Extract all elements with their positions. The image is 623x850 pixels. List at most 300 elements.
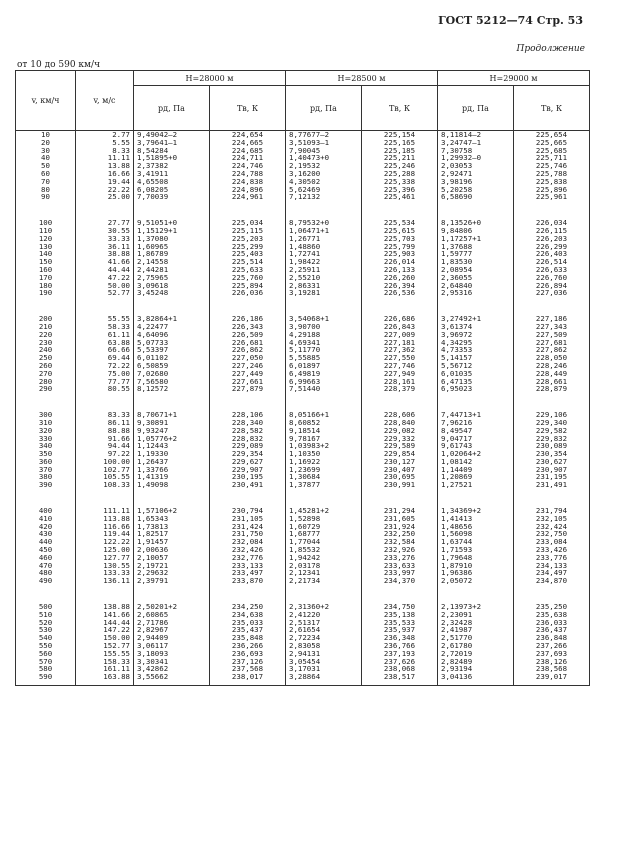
cell-speed-ms: 155.55: [76, 650, 134, 658]
cell-temperature: 228,661: [514, 378, 590, 386]
cell-pressure: 1,19330: [134, 450, 210, 458]
cell-temperature: 226,862: [210, 346, 286, 354]
cell-temperature: 229,582: [514, 427, 590, 435]
cell-speed-kmh: 540: [16, 634, 76, 642]
cell-temperature: 230,907: [514, 466, 590, 474]
cell-pressure: 9,18514: [286, 427, 362, 435]
cell-pressure: 1,51895+0: [134, 154, 210, 162]
cell-temperature: 228,050: [514, 354, 590, 362]
cell-temperature: 238,126: [514, 658, 590, 666]
cell-pressure: 3,54068+1: [286, 297, 362, 323]
cell-pressure: 1,37688: [438, 243, 514, 251]
cell-temperature: 226,394: [362, 282, 438, 290]
sub-temperature: Tв, К: [514, 86, 590, 131]
cell-pressure: 2,44281: [134, 266, 210, 274]
cell-pressure: 1,02064+2: [438, 450, 514, 458]
cell-temperature: 233,426: [514, 546, 590, 554]
cell-pressure: 6,50859: [134, 362, 210, 370]
cell-speed-kmh: 330: [16, 435, 76, 443]
cell-pressure: 7,30758: [438, 147, 514, 155]
cell-speed-ms: 36.11: [76, 243, 134, 251]
cell-speed-ms: 100.00: [76, 458, 134, 466]
cell-temperature: 227,746: [362, 362, 438, 370]
cell-speed-ms: 66.66: [76, 346, 134, 354]
cell-pressure: 6,47135: [438, 378, 514, 386]
cell-temperature: 225,788: [514, 170, 590, 178]
cell-temperature: 228,606: [362, 393, 438, 419]
cell-temperature: 226,760: [514, 274, 590, 282]
cell-pressure: 1,17257+1: [438, 235, 514, 243]
cell-temperature: 237,126: [210, 658, 286, 666]
cell-speed-ms: 47.22: [76, 274, 134, 282]
cell-speed-kmh: 520: [16, 619, 76, 627]
cell-speed-ms: 150.00: [76, 634, 134, 642]
cell-pressure: 3,09618: [134, 282, 210, 290]
cell-temperature: 229,354: [210, 450, 286, 458]
cell-temperature: 224,961: [210, 193, 286, 201]
cell-temperature: 233,870: [210, 577, 286, 585]
cell-temperature: 237,193: [362, 650, 438, 658]
cell-temperature: 224,685: [210, 147, 286, 155]
cell-pressure: 1,72741: [286, 250, 362, 258]
cell-pressure: 8,11814—2: [438, 131, 514, 139]
cell-pressure: 5,11770: [286, 346, 362, 354]
cell-pressure: 9,51051+0: [134, 201, 210, 227]
cell-temperature: 229,907: [210, 466, 286, 474]
cell-temperature: 232,426: [210, 546, 286, 554]
cell-temperature: 224,665: [210, 139, 286, 147]
cell-temperature: 237,626: [362, 658, 438, 666]
cell-speed-kmh: 60: [16, 170, 76, 178]
cell-pressure: 4,73353: [438, 346, 514, 354]
cell-speed-kmh: 260: [16, 362, 76, 370]
table-row: [16, 481, 590, 489]
cell-pressure: 2,75965: [134, 274, 210, 282]
cell-pressure: 1,73813: [134, 523, 210, 531]
cell-speed-kmh: 570: [16, 658, 76, 666]
cell-pressure: 9,61743: [438, 442, 514, 450]
cell-pressure: 2,94409: [134, 634, 210, 642]
cell-speed-ms: 52.77: [76, 289, 134, 297]
cell-speed-kmh: 360: [16, 458, 76, 466]
cell-temperature: 238,017: [210, 673, 286, 685]
cell-speed-ms: 141.66: [76, 611, 134, 619]
cell-pressure: 2,19532: [286, 162, 362, 170]
cell-temperature: 229,589: [362, 442, 438, 450]
cell-temperature: 224,838: [210, 178, 286, 186]
cell-temperature: 230,627: [514, 458, 590, 466]
table-row: [16, 585, 590, 611]
table-row: [16, 673, 590, 685]
cell-speed-kmh: 270: [16, 370, 76, 378]
cell-speed-ms: 22.22: [76, 186, 134, 194]
table-row: [16, 289, 590, 297]
cell-speed-ms: 2.77: [76, 131, 134, 139]
cell-pressure: 1,87910: [438, 562, 514, 570]
cell-pressure: 1,86789: [134, 250, 210, 258]
cell-temperature: 233,997: [362, 569, 438, 577]
cell-speed-kmh: 370: [16, 466, 76, 474]
cell-temperature: 232,926: [362, 546, 438, 554]
cell-pressure: 2,61780: [438, 642, 514, 650]
cell-speed-ms: 122.22: [76, 538, 134, 546]
page-header: ГОСТ 5212—74 Стр. 53: [438, 14, 583, 27]
cell-pressure: 5,56712: [438, 362, 514, 370]
cell-temperature: 225,633: [210, 266, 286, 274]
cell-speed-kmh: 240: [16, 346, 76, 354]
cell-pressure: 8,12572: [134, 385, 210, 393]
cell-pressure: 1,37080: [134, 235, 210, 243]
cell-speed-ms: 119.44: [76, 530, 134, 538]
cell-temperature: 225,299: [210, 243, 286, 251]
cell-speed-ms: 102.77: [76, 466, 134, 474]
cell-pressure: 2,41987: [438, 626, 514, 634]
cell-pressure: 2,13973+2: [438, 585, 514, 611]
cell-speed-kmh: 120: [16, 235, 76, 243]
cell-temperature: 226,686: [362, 297, 438, 323]
cell-temperature: 233,633: [362, 562, 438, 570]
cell-speed-ms: 61.11: [76, 331, 134, 339]
cell-pressure: 1,34369+2: [438, 489, 514, 515]
cell-pressure: 1,57106+2: [134, 489, 210, 515]
cell-speed-kmh: 150: [16, 258, 76, 266]
cell-temperature: 227,661: [210, 378, 286, 386]
cell-pressure: 3,24747—1: [438, 139, 514, 147]
cell-pressure: 1,96386: [438, 569, 514, 577]
cell-pressure: 6,08205: [134, 186, 210, 194]
cell-pressure: 1,48656: [438, 523, 514, 531]
cell-pressure: 2,25911: [286, 266, 362, 274]
cell-pressure: 3,51093—1: [286, 139, 362, 147]
cell-speed-kmh: 480: [16, 569, 76, 577]
table-row: [16, 193, 590, 201]
cell-pressure: 1,08142: [438, 458, 514, 466]
cell-pressure: 1,79648: [438, 554, 514, 562]
cell-pressure: 6,01102: [134, 354, 210, 362]
cell-pressure: 2,21734: [286, 577, 362, 585]
cell-pressure: 2,37382: [134, 162, 210, 170]
cell-temperature: 227,362: [362, 346, 438, 354]
cell-temperature: 235,848: [210, 634, 286, 642]
cell-pressure: 2,32428: [438, 619, 514, 627]
cell-pressure: 2,61654: [286, 626, 362, 634]
cell-speed-ms: 83.33: [76, 393, 134, 419]
cell-temperature: 225,461: [362, 193, 438, 201]
cell-temperature: 225,165: [362, 139, 438, 147]
table-row: [16, 385, 590, 393]
cell-speed-ms: 19.44: [76, 178, 134, 186]
cell-temperature: 232,776: [210, 554, 286, 562]
cell-temperature: 231,195: [514, 473, 590, 481]
cell-temperature: 225,654: [514, 131, 590, 139]
cell-speed-ms: 55.55: [76, 297, 134, 323]
table-row: [16, 201, 590, 227]
cell-temperature: 234,870: [514, 577, 590, 585]
cell-pressure: 2,64840: [438, 282, 514, 290]
cell-pressure: 1,30684: [286, 473, 362, 481]
cell-temperature: 225,338: [362, 178, 438, 186]
cell-speed-kmh: 30: [16, 147, 76, 155]
cell-temperature: 225,115: [210, 227, 286, 235]
cell-temperature: 230,195: [210, 473, 286, 481]
cell-temperature: 228,879: [514, 385, 590, 393]
cell-pressure: 2,19721: [134, 562, 210, 570]
cell-speed-ms: 158.33: [76, 658, 134, 666]
cell-pressure: 6,58690: [438, 193, 514, 201]
cell-speed-ms: 105.55: [76, 473, 134, 481]
cell-temperature: 235,937: [362, 626, 438, 634]
cell-temperature: 232,105: [514, 515, 590, 523]
cell-temperature: 228,246: [514, 362, 590, 370]
cell-temperature: 239,017: [514, 673, 590, 685]
cell-pressure: 1,27521: [438, 481, 514, 489]
cell-pressure: 3,82864+1: [134, 297, 210, 323]
cell-pressure: 1,60729: [286, 523, 362, 531]
cell-pressure: 3,28864: [286, 673, 362, 685]
cell-temperature: 228,340: [210, 419, 286, 427]
cell-pressure: 1,20869: [438, 473, 514, 481]
cell-speed-kmh: 470: [16, 562, 76, 570]
cell-temperature: 230,491: [210, 481, 286, 489]
cell-temperature: 230,407: [362, 466, 438, 474]
cell-speed-kmh: 130: [16, 243, 76, 251]
cell-pressure: 1,06471+1: [286, 227, 362, 235]
cell-speed-ms: 94.44: [76, 442, 134, 450]
cell-pressure: 3,98196: [438, 178, 514, 186]
cell-speed-kmh: 230: [16, 339, 76, 347]
cell-pressure: 1,59777: [438, 250, 514, 258]
cell-temperature: 238,517: [362, 673, 438, 685]
cell-temperature: 234,370: [362, 577, 438, 585]
cell-temperature: 225,961: [514, 193, 590, 201]
cell-temperature: 225,894: [210, 282, 286, 290]
speed-range-label: от 10 до 590 км/ч: [17, 60, 101, 70]
cell-pressure: 1,49098: [134, 481, 210, 489]
cell-pressure: 1,03983+2: [286, 442, 362, 450]
cell-temperature: 227,949: [362, 370, 438, 378]
cell-temperature: 236,266: [210, 642, 286, 650]
cell-temperature: 227,009: [362, 331, 438, 339]
cell-speed-kmh: 420: [16, 523, 76, 531]
cell-pressure: 1,77044: [286, 538, 362, 546]
cell-speed-kmh: 550: [16, 642, 76, 650]
cell-temperature: 226,343: [210, 323, 286, 331]
cell-pressure: 2,23091: [438, 611, 514, 619]
cell-temperature: 226,514: [514, 258, 590, 266]
table-row: [16, 393, 590, 419]
cell-pressure: 2,31360+2: [286, 585, 362, 611]
cell-speed-ms: 80.55: [76, 385, 134, 393]
cell-pressure: 3,27492+1: [438, 297, 514, 323]
cell-temperature: 229,089: [210, 442, 286, 450]
cell-speed-ms: 27.77: [76, 201, 134, 227]
cell-speed-kmh: 500: [16, 585, 76, 611]
cell-pressure: 2,08954: [438, 266, 514, 274]
cell-speed-kmh: 10: [16, 131, 76, 139]
cell-pressure: 5,07733: [134, 339, 210, 347]
cell-speed-ms: 38.88: [76, 250, 134, 258]
cell-temperature: 227,862: [514, 346, 590, 354]
cell-temperature: 230,354: [514, 450, 590, 458]
cell-temperature: 224,746: [210, 162, 286, 170]
cell-temperature: 227,036: [514, 289, 590, 297]
cell-temperature: 225,903: [362, 250, 438, 258]
cell-pressure: 7,70039: [134, 193, 210, 201]
col-speed-kmh: v, км/ч: [16, 71, 76, 131]
cell-temperature: 228,582: [210, 427, 286, 435]
cell-temperature: 227,879: [210, 385, 286, 393]
cell-speed-ms: 11.11: [76, 154, 134, 162]
sub-temperature: Tв, К: [362, 86, 438, 131]
cell-speed-ms: 63.88: [76, 339, 134, 347]
cell-speed-ms: 75.00: [76, 370, 134, 378]
cell-pressure: 2,51317: [286, 619, 362, 627]
cell-pressure: 1,12443: [134, 442, 210, 450]
cell-pressure: 8,13526+0: [438, 201, 514, 227]
cell-temperature: 233,133: [210, 562, 286, 570]
cell-temperature: 225,685: [514, 147, 590, 155]
cell-pressure: 2,50201+2: [134, 585, 210, 611]
cell-temperature: 237,693: [514, 650, 590, 658]
cell-temperature: 225,711: [514, 154, 590, 162]
cell-temperature: 225,615: [362, 227, 438, 235]
cell-speed-ms: 138.88: [76, 585, 134, 611]
cell-pressure: 2,55210: [286, 274, 362, 282]
cell-temperature: 230,695: [362, 473, 438, 481]
continuation-label: Продолжение: [516, 44, 585, 54]
cell-temperature: 230,127: [362, 458, 438, 466]
cell-speed-kmh: 70: [16, 178, 76, 186]
cell-speed-kmh: 190: [16, 289, 76, 297]
cell-pressure: 3,45248: [134, 289, 210, 297]
cell-temperature: 225,211: [362, 154, 438, 162]
cell-speed-kmh: 310: [16, 419, 76, 427]
cell-speed-ms: 41.66: [76, 258, 134, 266]
cell-speed-ms: 86.11: [76, 419, 134, 427]
cell-pressure: 2,51770: [438, 634, 514, 642]
cell-temperature: 228,832: [210, 435, 286, 443]
cell-pressure: 2,36055: [438, 274, 514, 282]
atmosphere-table: [15, 70, 590, 686]
cell-temperature: 233,276: [362, 554, 438, 562]
cell-pressure: 1,26771: [286, 235, 362, 243]
cell-temperature: 231,750: [210, 530, 286, 538]
group-h28000: H=28000 м: [134, 71, 286, 86]
cell-pressure: 1,60965: [134, 243, 210, 251]
cell-pressure: 8,05166+1: [286, 393, 362, 419]
cell-pressure: 5,14157: [438, 354, 514, 362]
cell-pressure: 7,51440: [286, 385, 362, 393]
cell-pressure: 3,61374: [438, 323, 514, 331]
cell-temperature: 229,106: [514, 393, 590, 419]
cell-pressure: 2,10057: [134, 554, 210, 562]
cell-speed-kmh: 510: [16, 611, 76, 619]
cell-speed-kmh: 400: [16, 489, 76, 515]
cell-speed-ms: 72.22: [76, 362, 134, 370]
cell-pressure: 2,12341: [286, 569, 362, 577]
cell-pressure: 9,78167: [286, 435, 362, 443]
cell-pressure: 2,39791: [134, 577, 210, 585]
cell-temperature: 236,348: [362, 634, 438, 642]
cell-pressure: 1,37877: [286, 481, 362, 489]
cell-pressure: 3,04136: [438, 673, 514, 685]
cell-temperature: 226,036: [210, 289, 286, 297]
cell-pressure: 2,72019: [438, 650, 514, 658]
cell-temperature: 225,034: [210, 201, 286, 227]
group-h28500: H=28500 м: [286, 71, 438, 86]
cell-pressure: 1,23699: [286, 466, 362, 474]
cell-pressure: 2,41220: [286, 611, 362, 619]
cell-pressure: 3,30341: [134, 658, 210, 666]
cell-pressure: 8,60852: [286, 419, 362, 427]
cell-pressure: 2,92471: [438, 170, 514, 178]
cell-temperature: 226,843: [362, 323, 438, 331]
cell-pressure: 2,82489: [438, 658, 514, 666]
cell-temperature: 231,924: [362, 523, 438, 531]
cell-temperature: 230,794: [210, 489, 286, 515]
cell-pressure: 4,34295: [438, 339, 514, 347]
cell-temperature: 233,084: [514, 538, 590, 546]
cell-pressure: 7,02680: [134, 370, 210, 378]
cell-speed-ms: 136.11: [76, 577, 134, 585]
cell-speed-kmh: 440: [16, 538, 76, 546]
cell-temperature: 226,133: [362, 266, 438, 274]
cell-speed-ms: 88.88: [76, 427, 134, 435]
cell-pressure: 1,98422: [286, 258, 362, 266]
cell-temperature: 234,497: [514, 569, 590, 577]
cell-pressure: 3,96972: [438, 331, 514, 339]
cell-pressure: 3,55662: [134, 673, 210, 685]
cell-temperature: 234,750: [362, 585, 438, 611]
cell-pressure: 9,93247: [134, 427, 210, 435]
cell-speed-ms: 8.33: [76, 147, 134, 155]
cell-speed-ms: 58.33: [76, 323, 134, 331]
group-h29000: H=29000 м: [438, 71, 590, 86]
cell-temperature: 232,424: [514, 523, 590, 531]
cell-temperature: 235,638: [514, 611, 590, 619]
cell-temperature: 226,203: [514, 235, 590, 243]
sub-temperature: Tв, К: [210, 86, 286, 131]
cell-speed-kmh: 140: [16, 250, 76, 258]
cell-temperature: 231,424: [210, 523, 286, 531]
cell-pressure: 3,18093: [134, 650, 210, 658]
cell-temperature: 224,896: [210, 186, 286, 194]
cell-temperature: 225,154: [362, 131, 438, 139]
cell-temperature: 225,665: [514, 139, 590, 147]
cell-pressure: 9,04717: [438, 435, 514, 443]
col-speed-ms: v, м/с: [76, 71, 134, 131]
cell-temperature: 230,089: [514, 442, 590, 450]
cell-pressure: 1,82517: [134, 530, 210, 538]
cell-speed-kmh: 110: [16, 227, 76, 235]
cell-speed-kmh: 460: [16, 554, 76, 562]
cell-temperature: 226,299: [514, 243, 590, 251]
cell-temperature: 226,186: [210, 297, 286, 323]
cell-temperature: 236,693: [210, 650, 286, 658]
cell-temperature: 227,681: [514, 339, 590, 347]
cell-speed-ms: 144.44: [76, 619, 134, 627]
cell-pressure: 7,44713+1: [438, 393, 514, 419]
cell-temperature: 228,161: [362, 378, 438, 386]
cell-pressure: 4,30502: [286, 178, 362, 186]
cell-temperature: 226,536: [362, 289, 438, 297]
cell-temperature: 228,449: [514, 370, 590, 378]
cell-speed-ms: 127.77: [76, 554, 134, 562]
cell-temperature: 229,627: [210, 458, 286, 466]
cell-pressure: 1,48860: [286, 243, 362, 251]
cell-pressure: 2,86331: [286, 282, 362, 290]
cell-temperature: 227,186: [514, 297, 590, 323]
